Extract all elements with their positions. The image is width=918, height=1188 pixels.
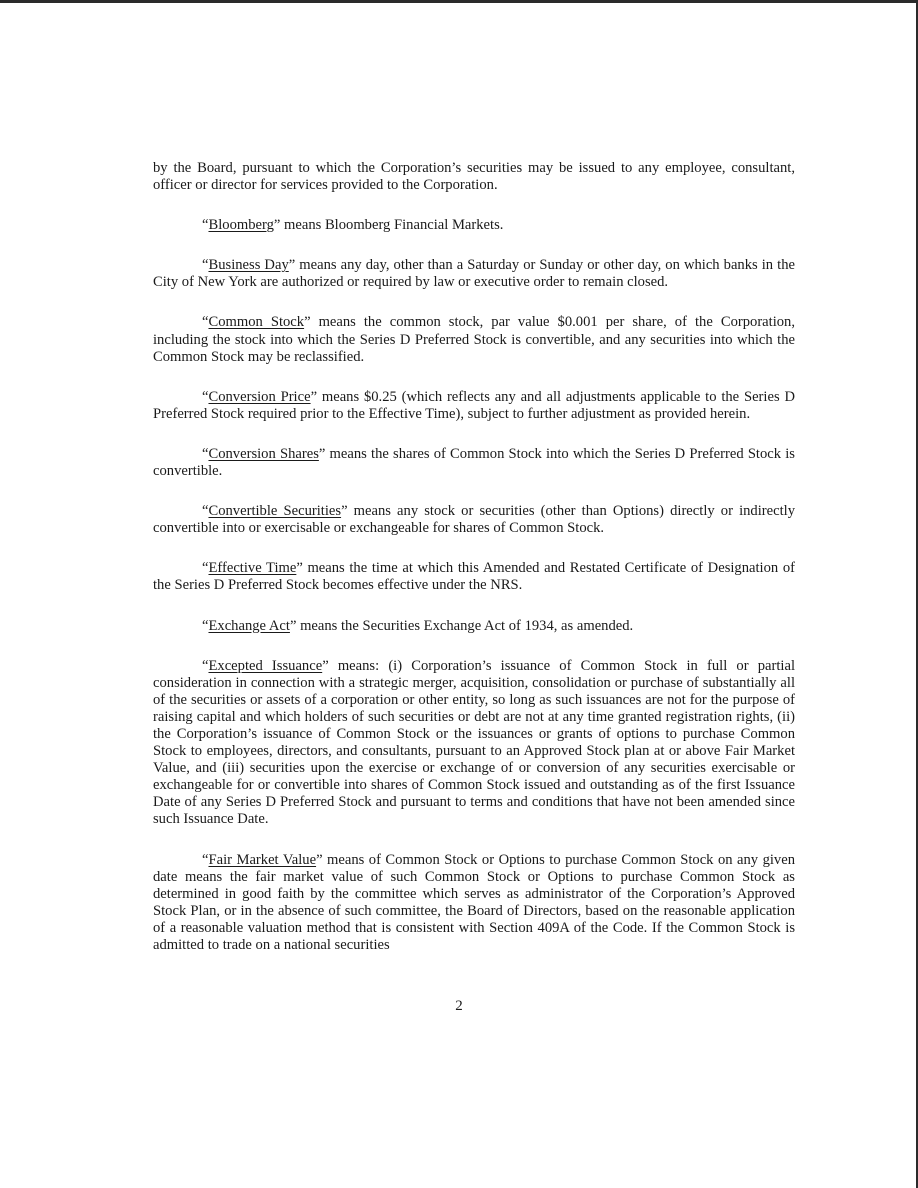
intro-paragraph: by the Board, pursuant to which the Corporation’s securities may be issued to any employee, consultant, officer or director for services provided to the Corporation. bbox=[153, 160, 795, 194]
definition-excepted-issuance bbox=[153, 658, 795, 829]
definition-text: ” means any day, other than a Saturday or Sunday or other day, on which banks in the City of New York are authorized or required by law or executive order to remain closed. bbox=[153, 257, 795, 291]
definition-bloomberg bbox=[153, 217, 795, 234]
definition-fair-market-value bbox=[153, 852, 795, 955]
defined-term: Bloomberg bbox=[208, 217, 274, 234]
open-quote: “ bbox=[202, 257, 209, 274]
defined-term: Fair Market Value bbox=[208, 851, 317, 868]
definition-effective-time bbox=[153, 560, 795, 594]
open-quote: “ bbox=[202, 314, 209, 331]
open-quote: “ bbox=[202, 503, 209, 520]
defined-term: Common Stock bbox=[208, 314, 305, 331]
definition-text: ” means the time at which this Amended and Restated Certificate of Designation of the Series D Preferred Stock becomes effective under the NRS. bbox=[153, 560, 795, 594]
scan-border-top bbox=[0, 0, 918, 3]
defined-term: Conversion Shares bbox=[208, 445, 319, 462]
defined-term: Conversion Price bbox=[208, 388, 311, 405]
defined-term: Excepted Issuance bbox=[208, 657, 323, 674]
definition-conversion-price bbox=[153, 389, 795, 423]
defined-term: Business Day bbox=[208, 257, 289, 274]
defined-term: Effective Time bbox=[208, 560, 297, 577]
open-quote: “ bbox=[202, 657, 209, 674]
definition-text: ” means the shares of Common Stock into which the Series D Preferred Stock is convertible. bbox=[153, 445, 795, 480]
definition-common-stock bbox=[153, 314, 795, 365]
definition-text: ” means Bloomberg Financial Markets. bbox=[273, 217, 504, 234]
open-quote: “ bbox=[202, 560, 209, 577]
open-quote: “ bbox=[202, 217, 209, 234]
definition-exchange-act bbox=[153, 618, 795, 635]
definition-text: ” means of Common Stock or Options to purchase Common Stock on any given date means the fair market value of such Common Stock or Options to purchase Common Stock as determined in good faith by the committee which serves as administrator of the Corporation’s Approved Stock Plan, or in the absence of such committee, the Board of Directors, based on the reasonable application of a reasonable valuation method that is consistent with Section 409A of the Code. If the Common Stock is admitted to trade on a national securities bbox=[153, 851, 795, 953]
open-quote: “ bbox=[202, 617, 209, 634]
open-quote: “ bbox=[202, 445, 209, 462]
definition-text: ” means $0.25 (which reflects any and all adjustments applicable to the Series D Preferred Stock required prior to the Effective Time), subject to further adjustment as provided herein. bbox=[153, 388, 795, 422]
open-quote: “ bbox=[202, 851, 209, 868]
defined-term: Exchange Act bbox=[208, 617, 290, 634]
page-number: 2 bbox=[455, 998, 463, 1014]
definition-text: ” means the Securities Exchange Act of 1934, as amended. bbox=[289, 617, 634, 634]
definition-text: ” means any stock or securities (other than Options) directly or indirectly convertible into or exercisable or exchangeable for shares of Common Stock. bbox=[153, 503, 795, 537]
definition-convertible-securities bbox=[153, 503, 795, 537]
defined-term: Convertible Securities bbox=[208, 503, 342, 520]
open-quote: “ bbox=[202, 388, 209, 405]
definition-text: ” means: (i) Corporation’s issuance of Common Stock in full or partial consideration in connection with a strategic merger, acquisition, consolidation or purchase of substantially all of the securities or assets of a corporation or other entity, so long as such issuances are not for the purpose of raising capital and which holders of such securities or debt are not at any time granted registration rights, (ii) the Corporation’s issuance of Common Stock or the issuances or grants of options to purchase Common Stock to employees, directors, and consultants, pursuant to an Approved Stock plan at or above Fair Market Value, and (iii) securities upon the exercise or exchange of or conversion of any securities exercisable or exchangeable for or convertible into shares of Common Stock issued and outstanding as of the first Issuance Date of any Series D Preferred Stock and pursuant to terms and conditions that have not been amended since such Issuance Date. bbox=[153, 657, 795, 828]
document-body bbox=[153, 160, 795, 977]
definition-conversion-shares bbox=[153, 446, 795, 480]
definition-text: ” means the common stock, par value $0.001 per share, of the Corporation, including the stock into which the Series D Preferred Stock is convertible, and any securities into which the Common Stock may be reclassified. bbox=[153, 314, 796, 365]
definition-business-day bbox=[153, 257, 795, 291]
